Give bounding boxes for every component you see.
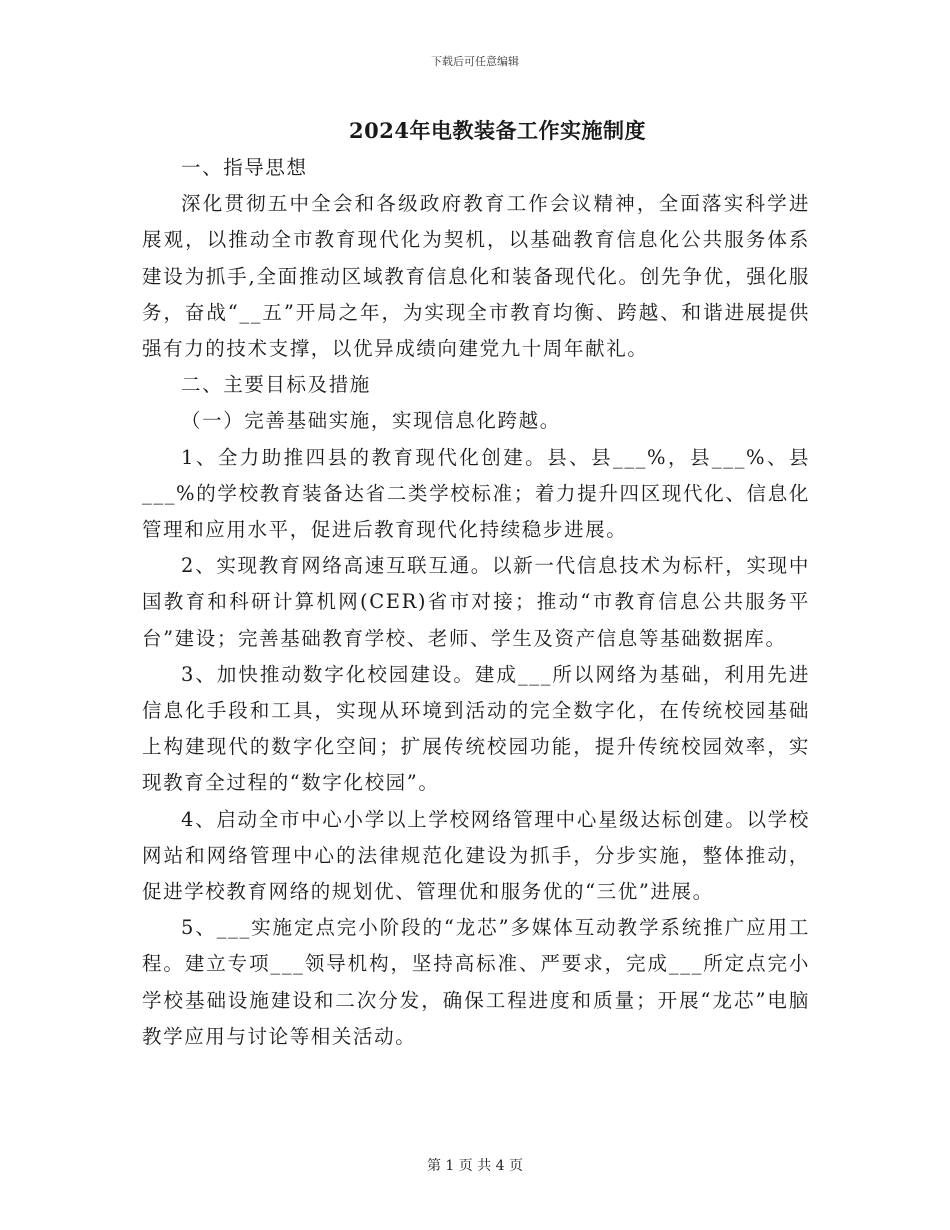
paragraph: 2、实现教育网络高速互联互通。以新一代信息技术为标杆，实现中国教育和科研计算机网(CER)省市对接；推动“市教育信息公共服务平台”建设；完善基础教育学校、老师、学生及资产信息等基础数据库。	[142, 554, 810, 650]
page-footer: 第 1 页 共 4 页	[426, 1158, 524, 1174]
document-body	[142, 150, 810, 1055]
section-heading: 二、主要目标及措施	[181, 373, 371, 397]
paragraph: 4、启动全市中心小学以上学校网络管理中心星级达标创建。以学校网站和网络管理中心的法律规范化建设为抓手，分步实施，整体推动，促进学校教育网络的规划优、管理优和服务优的“三优”进展。	[142, 807, 810, 904]
paragraph: 3、加快推动数字化校园建设。建成___所以网络为基础，利用先进信息化手段和工具，实现从环境到活动的完全数字化，在传统校园基础上构建现代的数字化空间；扩展传统校园功能，提升传统校园效率，实现教育全过程的“数字化校园”。	[142, 662, 810, 795]
paragraph: 5、___实施定点完小阶段的“龙芯”多媒体互动教学系统推广应用工程。建立专项___领导机构，坚持高标准、严要求，完成___所定点完小学校基础设施建设和二次分发，确保工程进度和质量；开展“龙芯”电脑教学应用与讨论等相关活动。	[142, 916, 810, 1048]
subsection-heading: （一）完善基础实施，实现信息化跨越。	[181, 409, 561, 433]
section-heading: 一、指导思想	[181, 156, 308, 179]
document-title: 2024年电教装备工作实施制度	[349, 118, 646, 143]
paragraph: 深化贯彻五中全会和各级政府教育工作会议精神，全面落实科学进展观，以推动全市教育现代化为契机，以基础教育信息化公共服务体系建设为抓手,全面推动区域教育信息化和装备现代化。创先争优，强化服务，奋战“__五”开局之年，为实现全市教育均衡、跨越、和谐进展提供强有力的技术支撑，以优异成绩向建党九十周年献礼。	[142, 192, 810, 361]
header-note: 下载后可任意编辑	[431, 55, 519, 68]
paragraph: 1、全力助推四县的教育现代化创建。县、县___%，县___%、县___%的学校教育装备达省二类学校标准；着力提升四区现代化、信息化管理和应用水平，促进后教育现代化持续稳步进展。	[142, 445, 810, 542]
